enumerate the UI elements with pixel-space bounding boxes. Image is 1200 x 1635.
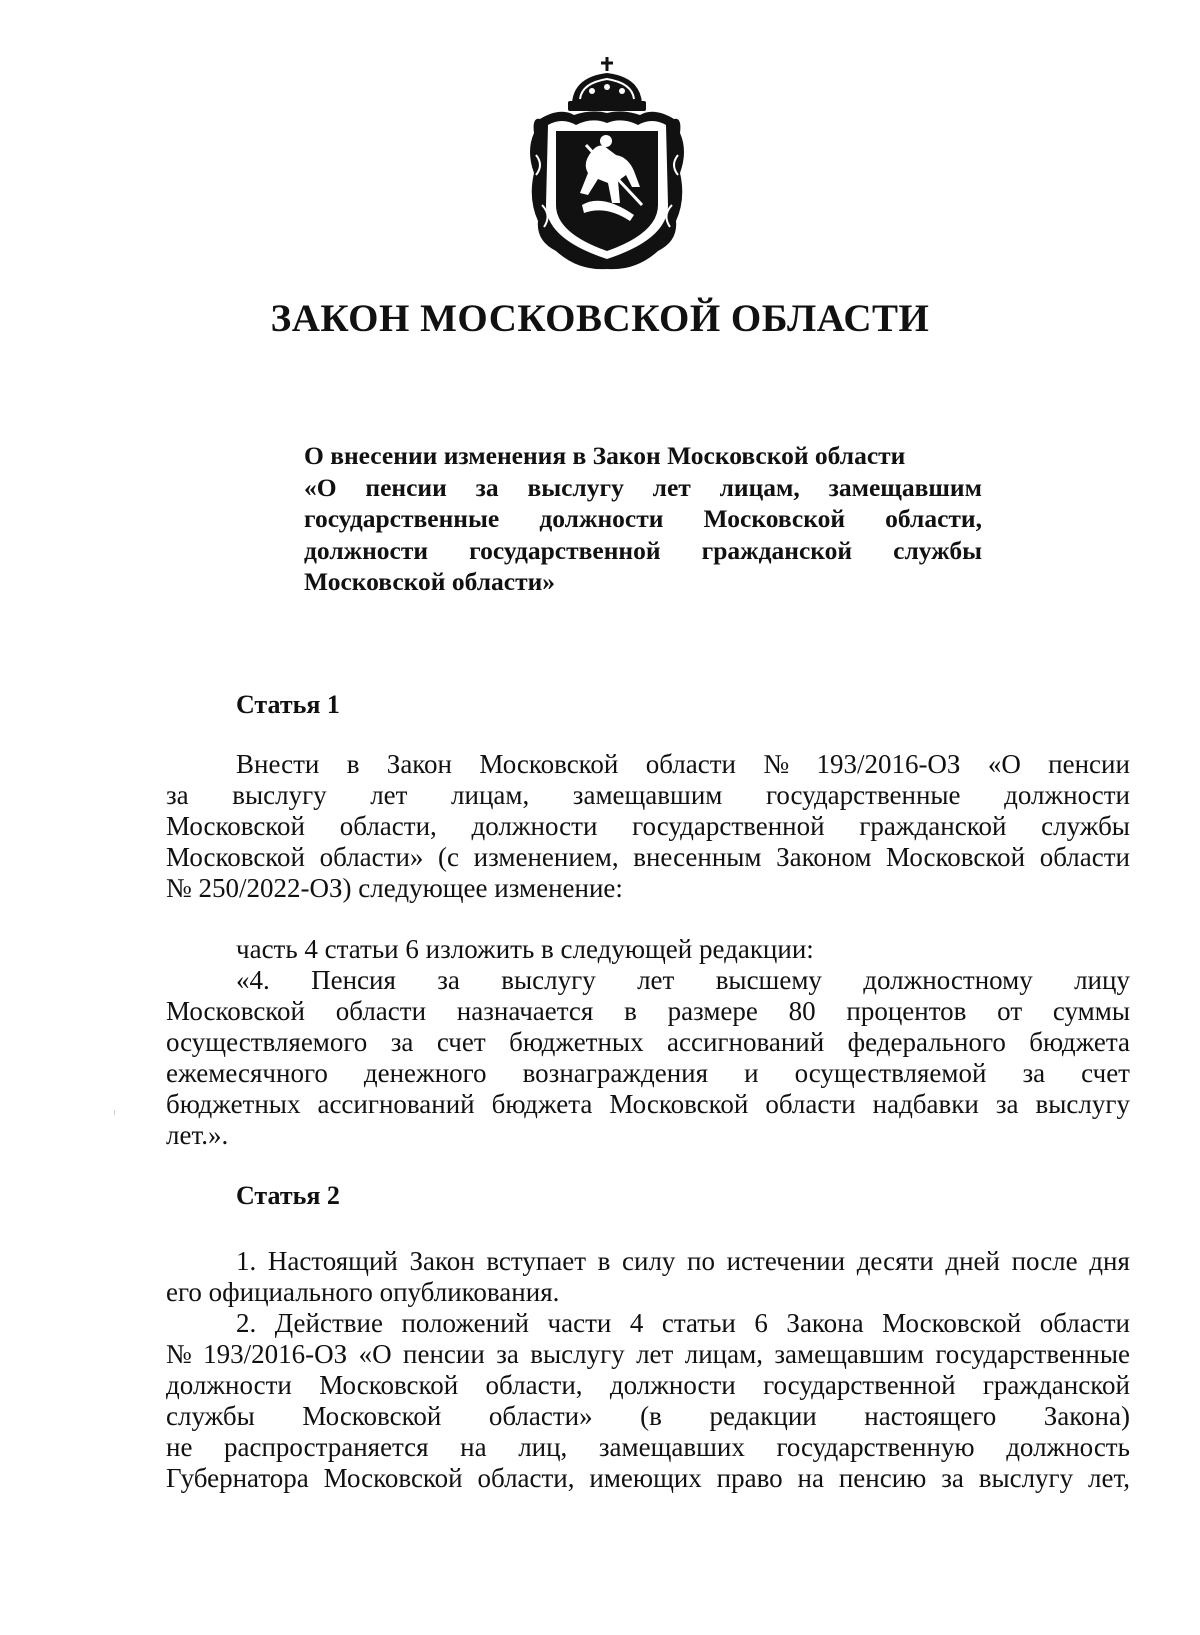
word: государственной	[763, 1370, 956, 1400]
text-line	[166, 965, 1130, 996]
word: по	[687, 1246, 715, 1276]
word: осуществляемой	[794, 1058, 987, 1088]
word: 6	[754, 1308, 768, 1338]
word: имеющих	[589, 1463, 702, 1493]
word: на	[797, 1463, 824, 1493]
word: части	[547, 1308, 612, 1338]
word: 2.	[236, 1308, 257, 1338]
word: истечении	[726, 1246, 846, 1276]
word: надбавки	[872, 1089, 979, 1119]
text-line	[166, 1432, 1130, 1463]
word: Закон	[386, 749, 453, 779]
word: области	[645, 749, 736, 779]
word: десяти	[856, 1246, 934, 1276]
word: Губернатора	[166, 1463, 309, 1493]
word: №	[166, 1339, 192, 1369]
document-subject	[304, 440, 982, 598]
article-2-text	[166, 1246, 1130, 1494]
word: высшему	[715, 965, 822, 995]
word: Московской	[703, 504, 846, 533]
word: лицам,	[451, 780, 530, 810]
text-line	[166, 1246, 1130, 1277]
word: счет	[436, 1027, 486, 1057]
word: на	[460, 1432, 487, 1462]
word: ассигнований	[317, 1089, 475, 1119]
subject-line	[304, 472, 982, 504]
word: за	[437, 965, 460, 995]
word: №	[763, 749, 790, 779]
word: лет	[370, 780, 408, 810]
word: федерального	[847, 1027, 1006, 1057]
text-line	[166, 1463, 1130, 1494]
word: Пенсия	[311, 965, 396, 995]
word: Действие	[274, 1308, 383, 1338]
word: Закона)	[1043, 1401, 1130, 1431]
text-line	[166, 1401, 1130, 1432]
word: государственной	[469, 535, 661, 565]
word: гражданской	[701, 535, 853, 565]
word: пенсию	[838, 1463, 927, 1493]
word: 193/2016-ОЗ	[203, 1339, 348, 1369]
word: службы	[166, 1401, 255, 1431]
word: от	[997, 996, 1023, 1026]
word: за	[166, 780, 189, 810]
word: счет	[1081, 1058, 1130, 1088]
word: осуществляемого	[166, 1027, 368, 1057]
word: Московской	[609, 1089, 749, 1119]
word: «О	[358, 1339, 392, 1369]
word: 193/2016-ОЗ	[816, 749, 961, 779]
word: «О	[304, 472, 337, 502]
word: в	[597, 1246, 611, 1276]
scan-mark	[114, 1110, 115, 1115]
word: выслугу	[978, 1463, 1074, 1493]
word: и	[744, 1058, 759, 1088]
word: денежного	[363, 1058, 487, 1088]
word: (с	[438, 842, 460, 872]
word: лет	[636, 1339, 674, 1369]
word: внесенным	[633, 842, 762, 872]
word: Московской	[886, 842, 1026, 872]
text-line: часть 4 статьи 6 изложить в следующей редакции:	[236, 934, 814, 964]
word: Московской	[319, 1370, 459, 1400]
text-line	[166, 842, 1130, 873]
word: области»	[488, 1401, 593, 1431]
word: (в	[640, 1401, 662, 1431]
word: Московской	[479, 749, 619, 779]
word: государственной	[632, 811, 825, 841]
word: за	[496, 1339, 519, 1369]
word: Законом	[776, 842, 872, 872]
word: Московской	[166, 996, 306, 1026]
word: гражданской	[859, 811, 1007, 841]
word: должности	[609, 1370, 736, 1400]
word: выслугу	[232, 780, 327, 810]
word: замещавшим	[774, 1339, 924, 1369]
word: Московской	[166, 811, 306, 841]
text-line	[166, 1339, 1130, 1370]
word: области	[1039, 842, 1130, 872]
word: не	[166, 1432, 193, 1462]
word: лицу	[1074, 965, 1130, 995]
word: должности	[1004, 780, 1130, 810]
word: должность	[1006, 1432, 1130, 1462]
word: государственные	[935, 1339, 1130, 1369]
text-line	[166, 811, 1130, 842]
text-line: его официального опубликования.	[166, 1277, 560, 1307]
word: суммы	[1052, 996, 1130, 1026]
word: выслугу	[501, 965, 596, 995]
word: редакции	[709, 1401, 817, 1431]
word: пенсии	[1048, 749, 1130, 779]
text-line: лет.».	[166, 1120, 229, 1150]
word: ассигнований	[667, 1027, 825, 1057]
word: должности	[166, 1370, 292, 1400]
text-line	[166, 780, 1130, 811]
word: положений	[401, 1308, 529, 1338]
word: бюджетных	[166, 1089, 301, 1119]
word: за	[941, 1463, 964, 1493]
word: бюджетных	[509, 1027, 644, 1057]
word: государственную	[776, 1432, 975, 1462]
word: ежемесячного	[166, 1058, 328, 1088]
word: лицам,	[684, 1339, 763, 1369]
word: области,	[885, 504, 982, 533]
word: вступает	[486, 1246, 587, 1276]
word: за	[995, 1089, 1019, 1119]
word: после	[1011, 1246, 1078, 1276]
article-2-heading: Статья 2	[236, 1181, 340, 1210]
text-line	[166, 1089, 1130, 1120]
document-title: ЗАКОН МОСКОВСКОЙ ОБЛАСТИ	[270, 297, 930, 340]
word: Московской	[882, 1308, 1022, 1338]
word: за	[390, 1027, 414, 1057]
subject-line	[304, 503, 982, 535]
word: изменением,	[473, 842, 619, 872]
word: в	[346, 749, 360, 779]
word: бюджета	[1029, 1027, 1130, 1057]
article-1-heading: Статья 1	[236, 690, 340, 719]
text-line	[166, 1058, 1130, 1089]
word: службы	[893, 535, 982, 565]
word: области	[765, 1089, 856, 1119]
word: государственные	[765, 780, 961, 810]
word: назначается	[456, 996, 594, 1026]
word: области	[335, 996, 427, 1026]
word: бюджета	[491, 1089, 593, 1119]
word: замещавшим	[828, 472, 982, 502]
word: области,	[339, 811, 437, 841]
article-1-paragraph-1	[166, 749, 1130, 904]
word: выслугу	[527, 472, 624, 502]
word: гражданской	[982, 1370, 1130, 1400]
text-line	[166, 749, 1130, 780]
text-line	[166, 1370, 1130, 1401]
word: в	[624, 996, 637, 1026]
word: должности	[539, 504, 664, 533]
word: «4.	[236, 965, 270, 995]
word: Закона	[786, 1308, 864, 1338]
word: лицам,	[719, 472, 800, 502]
word: дней	[945, 1246, 1000, 1276]
word: области,	[477, 1463, 575, 1493]
text-line: № 250/2022-ОЗ) следующее изменение:	[166, 873, 623, 903]
subject-line	[304, 535, 982, 567]
word: лет,	[1087, 1463, 1130, 1493]
word: замещавшим	[572, 780, 723, 810]
word: области,	[485, 1370, 583, 1400]
word: государственные	[304, 504, 500, 533]
word: должности	[304, 535, 429, 565]
text-line	[166, 1027, 1130, 1058]
word: 4	[629, 1308, 644, 1338]
word: «О	[987, 749, 1021, 779]
word: пенсии	[365, 472, 447, 502]
word: распространяется	[224, 1432, 429, 1462]
word: вознаграждения	[522, 1058, 709, 1088]
word: размере	[667, 996, 758, 1026]
word: замещавших	[598, 1432, 745, 1462]
word: Внести	[236, 749, 320, 779]
word: Настоящий	[267, 1246, 398, 1276]
word: 1.	[236, 1246, 257, 1276]
word: силу	[622, 1246, 676, 1276]
word: 80	[788, 996, 816, 1026]
word: выслугу	[1035, 1089, 1130, 1119]
word: должности	[471, 811, 598, 841]
word: Московской	[302, 1401, 442, 1431]
word: лет	[652, 472, 691, 502]
article-1-amendment	[166, 934, 1130, 1151]
word: области»	[319, 842, 424, 872]
word: выслугу	[530, 1339, 625, 1369]
text-line	[166, 1308, 1130, 1339]
word: процентов	[846, 996, 967, 1026]
word: Московской	[323, 1463, 463, 1493]
word: Закон	[409, 1246, 475, 1276]
word: Московской	[166, 842, 306, 872]
word: за	[1022, 1058, 1046, 1088]
word: пенсии	[403, 1339, 485, 1369]
word: лиц,	[518, 1432, 568, 1462]
coat-of-arms-emblem	[522, 55, 692, 273]
word: дня	[1089, 1246, 1130, 1276]
word: за	[475, 472, 499, 502]
text-line	[166, 996, 1130, 1027]
word: области	[1039, 1308, 1130, 1338]
word: право	[716, 1463, 783, 1493]
word: должностному	[863, 965, 1033, 995]
subject-line: Московской области»	[304, 567, 556, 596]
word: статьи	[661, 1308, 736, 1338]
word: службы	[1041, 811, 1130, 841]
word: настоящего	[864, 1401, 997, 1431]
subject-line: О внесении изменения в Закон Московской области	[304, 441, 906, 470]
word: лет	[637, 965, 675, 995]
